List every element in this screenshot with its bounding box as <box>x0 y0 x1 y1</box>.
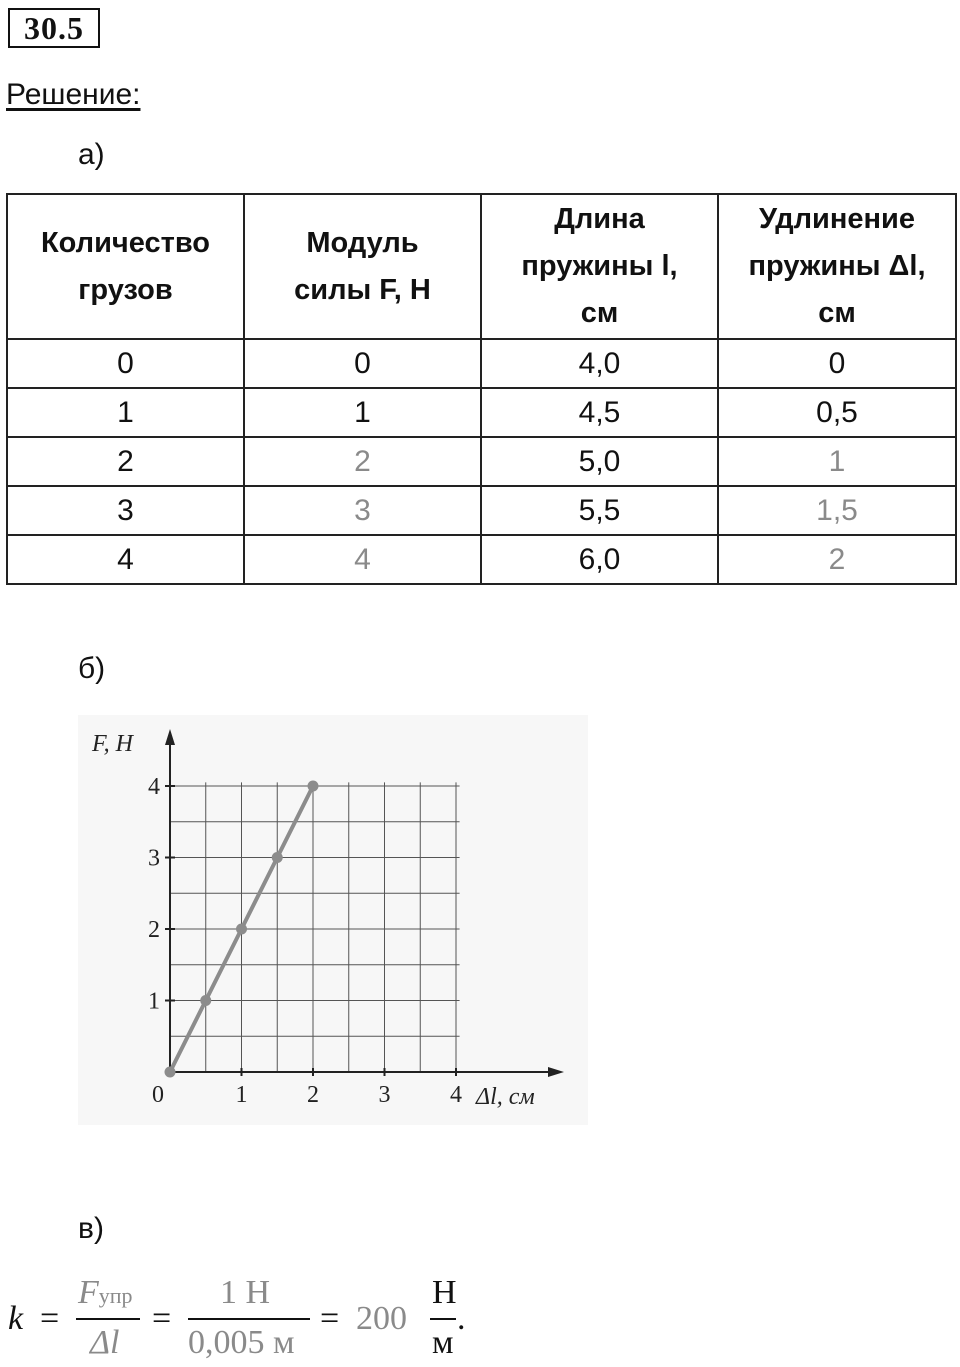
table-cell: 3 <box>7 486 244 535</box>
data-point <box>272 852 283 863</box>
header-count: Количество грузов <box>7 194 244 339</box>
data-point <box>165 1067 176 1078</box>
fraction-bar-3 <box>430 1318 456 1320</box>
y-tick-label: 3 <box>148 845 160 872</box>
table-cell: 0,5 <box>718 388 956 437</box>
table-row <box>7 388 956 437</box>
header-length: Длина пружины l, см <box>481 194 718 339</box>
fraction-bar-2 <box>188 1318 310 1320</box>
fraction-bar-1 <box>76 1318 140 1320</box>
part-a-label: а) <box>78 138 105 171</box>
y-axis-label: F, Н <box>92 731 133 757</box>
table-row <box>7 486 956 535</box>
table-header-row <box>7 194 956 339</box>
table-row <box>7 437 956 486</box>
solution-heading: Решение: <box>6 78 141 111</box>
table-cell: 2 <box>244 437 481 486</box>
formula-denominator-dl: Δl <box>90 1324 120 1361</box>
formula-k: k <box>8 1300 24 1337</box>
formula-period: . <box>457 1300 466 1337</box>
formula-unit-denominator: м <box>432 1324 454 1361</box>
x-tick-label: 1 <box>235 1082 248 1108</box>
table-cell: 0 <box>244 339 481 388</box>
table-cell: 5,5 <box>481 486 718 535</box>
formula-denominator-value: 0,005 м <box>188 1324 295 1361</box>
header-elongation: Удлинение пружины Δl, см <box>718 194 956 339</box>
y-tick-label: 4 <box>148 774 160 800</box>
stiffness-formula <box>6 1272 606 1364</box>
problem-number: 30.5 <box>8 8 100 48</box>
table-cell: 1 <box>7 388 244 437</box>
x-tick-label: 0 <box>152 1082 164 1108</box>
formula-unit-numerator: Н <box>432 1274 457 1311</box>
table-cell: 4 <box>244 535 481 584</box>
formula-equals-1: = <box>40 1300 60 1337</box>
x-tick-label: 2 <box>307 1082 319 1108</box>
table-cell: 4 <box>7 535 244 584</box>
table-cell: 2 <box>718 535 956 584</box>
y-axis-arrow <box>165 729 175 745</box>
formula-numerator-value: 1 Н <box>220 1274 271 1311</box>
data-point <box>236 924 247 935</box>
part-b-label: б) <box>78 652 106 685</box>
y-tick-label: 2 <box>148 917 160 943</box>
table-row <box>7 339 956 388</box>
x-tick-label: 3 <box>378 1082 391 1108</box>
x-axis-label: Δl, см <box>476 1084 535 1110</box>
table-row <box>7 535 956 584</box>
x-tick-label: 4 <box>450 1082 462 1108</box>
table-cell: 3 <box>244 486 481 535</box>
header-force: Модуль силы F, Н <box>244 194 481 339</box>
force-elongation-chart <box>78 715 588 1125</box>
formula-numerator-force: Fупр <box>78 1274 133 1311</box>
table-cell: 1,5 <box>718 486 956 535</box>
table-cell: 4,0 <box>481 339 718 388</box>
formula-equals-3: = <box>320 1300 340 1337</box>
table-cell: 4,5 <box>481 388 718 437</box>
table-cell: 1 <box>244 388 481 437</box>
formula-result: 200 <box>356 1300 407 1337</box>
x-axis-arrow <box>548 1067 564 1077</box>
y-tick-label: 1 <box>148 988 160 1015</box>
data-point <box>200 995 211 1006</box>
data-table <box>6 193 957 585</box>
part-c-label: в) <box>78 1212 104 1245</box>
chart-svg <box>78 715 588 1125</box>
table-cell: 0 <box>7 339 244 388</box>
table-cell: 1 <box>718 437 956 486</box>
data-point <box>308 781 319 792</box>
formula-equals-2: = <box>152 1300 172 1337</box>
table-cell: 2 <box>7 437 244 486</box>
table-cell: 0 <box>718 339 956 388</box>
table-cell: 6,0 <box>481 535 718 584</box>
table-cell: 5,0 <box>481 437 718 486</box>
